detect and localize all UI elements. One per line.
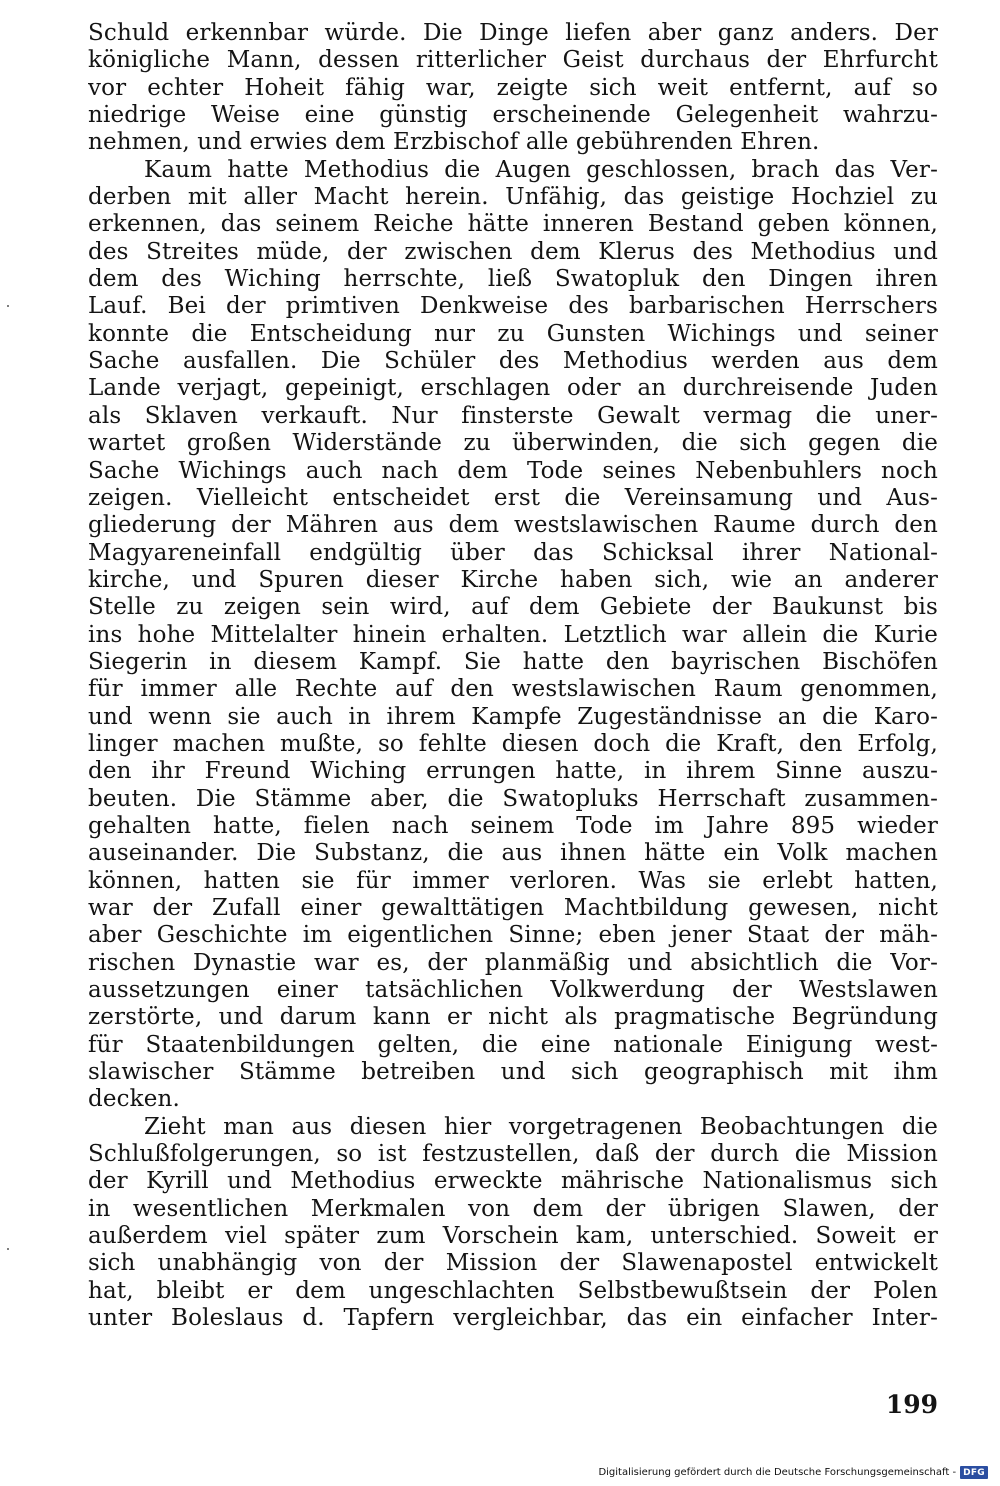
text-line: können, hatten sie für immer verloren. Was sie erlebt hatten, xyxy=(88,867,938,894)
text-line: Sache Wichings auch nach dem Tode seines Nebenbuhlers noch xyxy=(88,457,938,484)
dfg-logo-icon: DFG xyxy=(960,1466,988,1479)
text-line: vor echter Hoheit fähig war, zeigte sich weit entfernt, auf so xyxy=(88,74,938,101)
text-line: Siegerin in diesem Kampf. Sie hatte den bayrischen Bischöfen xyxy=(88,648,938,675)
text-line: Sache ausfallen. Die Schüler des Methodius werden aus dem xyxy=(88,348,938,375)
text-line: gliederung der Mähren aus dem westslawischen Raume durch den xyxy=(88,512,938,539)
text-line: aber Geschichte im eigentlichen Sinne; eben jener Staat der mäh- xyxy=(88,922,938,949)
text-line: war der Zufall einer gewalttätigen Machtbildung gewesen, nicht xyxy=(88,895,938,921)
text-line: niedrige Weise eine günstig erscheinende Gelegenheit wahrzu- xyxy=(88,102,938,129)
text-line: königliche Mann, dessen ritterlicher Geist durchaus der Ehrfurcht xyxy=(88,47,938,74)
text-line: Lauf. Bei der primtiven Denkweise des barbarischen Herrschers xyxy=(88,293,938,320)
scan-artifact xyxy=(7,305,9,307)
text-line: zeigen. Vielleicht entscheidet erst die Vereinsamung und Aus- xyxy=(88,484,938,511)
text-line: für Staatenbildungen gelten, die eine nationale Einigung west- xyxy=(88,1031,938,1058)
footer-credit-text: Digitalisierung gefördert durch die Deutsche Forschungsgemeinschaft - xyxy=(598,1467,957,1478)
text-line: gehalten hatte, fielen nach seinem Tode im Jahre 895 wieder xyxy=(88,812,938,839)
page-number: 199 xyxy=(885,1390,938,1419)
text-line: hat, bleibt er dem ungeschlachten Selbstbewußtsein der Polen xyxy=(88,1277,938,1304)
text-line: auseinander. Die Substanz, die aus ihnen hätte ein Volk machen xyxy=(88,840,938,867)
text-line: in wesentlichen Merkmalen von dem der übrigen Slawen, der xyxy=(88,1195,938,1222)
text-line: rischen Dynastie war es, der planmäßig und absichtlich die Vor- xyxy=(88,949,938,976)
text-line: ins hohe Mittelalter hinein erhalten. Letztlich war allein die Kurie xyxy=(88,621,938,648)
text-line: Schuld erkennbar würde. Die Dinge liefen aber ganz anders. Der xyxy=(88,20,938,46)
digitization-footer xyxy=(598,1466,988,1479)
text-line: nehmen, und erwies dem Erzbischof alle gebührenden Ehren. xyxy=(88,129,820,156)
text-line: Stelle zu zeigen sein wird, auf dem Gebiete der Baukunst bis xyxy=(88,594,938,621)
text-line: aussetzungen einer tatsächlichen Volkwerdung der Westslawen xyxy=(88,977,938,1004)
text-line: Kaum hatte Methodius die Augen geschlossen, brach das Ver- xyxy=(144,156,938,183)
text-line: linger machen mußte, so fehlte diesen doch die Kraft, den Erfolg, xyxy=(88,730,938,757)
text-line: für immer alle Rechte auf den westslawischen Raum genommen, xyxy=(88,676,938,703)
text-line: wartet großen Widerstände zu überwinden, die sich gegen die xyxy=(88,430,938,457)
text-line: decken. xyxy=(88,1086,180,1113)
text-line: sich unabhängig von der Mission der Slawenapostel entwickelt xyxy=(88,1250,938,1277)
text-line: und wenn sie auch in ihrem Kampfe Zugeständnisse an die Karo- xyxy=(88,703,938,730)
text-line: erkennen, das seinem Reiche hätte inneren Bestand geben können, xyxy=(88,211,938,238)
text-line: den ihr Freund Wiching errungen hatte, in ihrem Sinne auszu- xyxy=(88,758,938,785)
text-line: konnte die Entscheidung nur zu Gunsten Wichings und seiner xyxy=(88,320,938,347)
scan-artifact xyxy=(7,1248,9,1250)
text-line: Zieht man aus diesen hier vorgetragenen Beobachtungen die xyxy=(144,1113,938,1140)
text-line: derben mit aller Macht herein. Unfähig, das geistige Hochziel zu xyxy=(88,184,938,211)
text-line: des Streites müde, der zwischen dem Klerus des Methodius und xyxy=(88,238,938,265)
text-line: beuten. Die Stämme aber, die Swatopluks Herrschaft zusammen- xyxy=(88,785,938,812)
text-line: Schlußfolgerungen, so ist festzustellen, daß der durch die Mission xyxy=(88,1141,938,1168)
text-line: unter Boleslaus d. Tapfern vergleichbar, das ein einfacher Inter- xyxy=(88,1305,938,1332)
text-line: außerdem viel später zum Vorschein kam, unterschied. Soweit er xyxy=(88,1223,938,1250)
text-line: slawischer Stämme betreiben und sich geographisch mit ihm xyxy=(88,1059,938,1086)
text-line: dem des Wiching herrschte, ließ Swatopluk den Dingen ihren xyxy=(88,266,938,293)
text-line: zerstörte, und darum kann er nicht als pragmatische Begründung xyxy=(88,1004,938,1031)
text-line: Magyareneinfall endgültig über das Schicksal ihrer National- xyxy=(88,539,938,566)
text-line: der Kyrill und Methodius erweckte mährische Nationalismus sich xyxy=(88,1168,938,1195)
body-text xyxy=(88,20,938,1333)
text-line: Lande verjagt, gepeinigt, erschlagen oder an durchreisende Juden xyxy=(88,375,938,402)
text-line: kirche, und Spuren dieser Kirche haben sich, wie an anderer xyxy=(88,566,938,593)
text-line: als Sklaven verkauft. Nur finsterste Gewalt vermag die uner- xyxy=(88,402,938,429)
